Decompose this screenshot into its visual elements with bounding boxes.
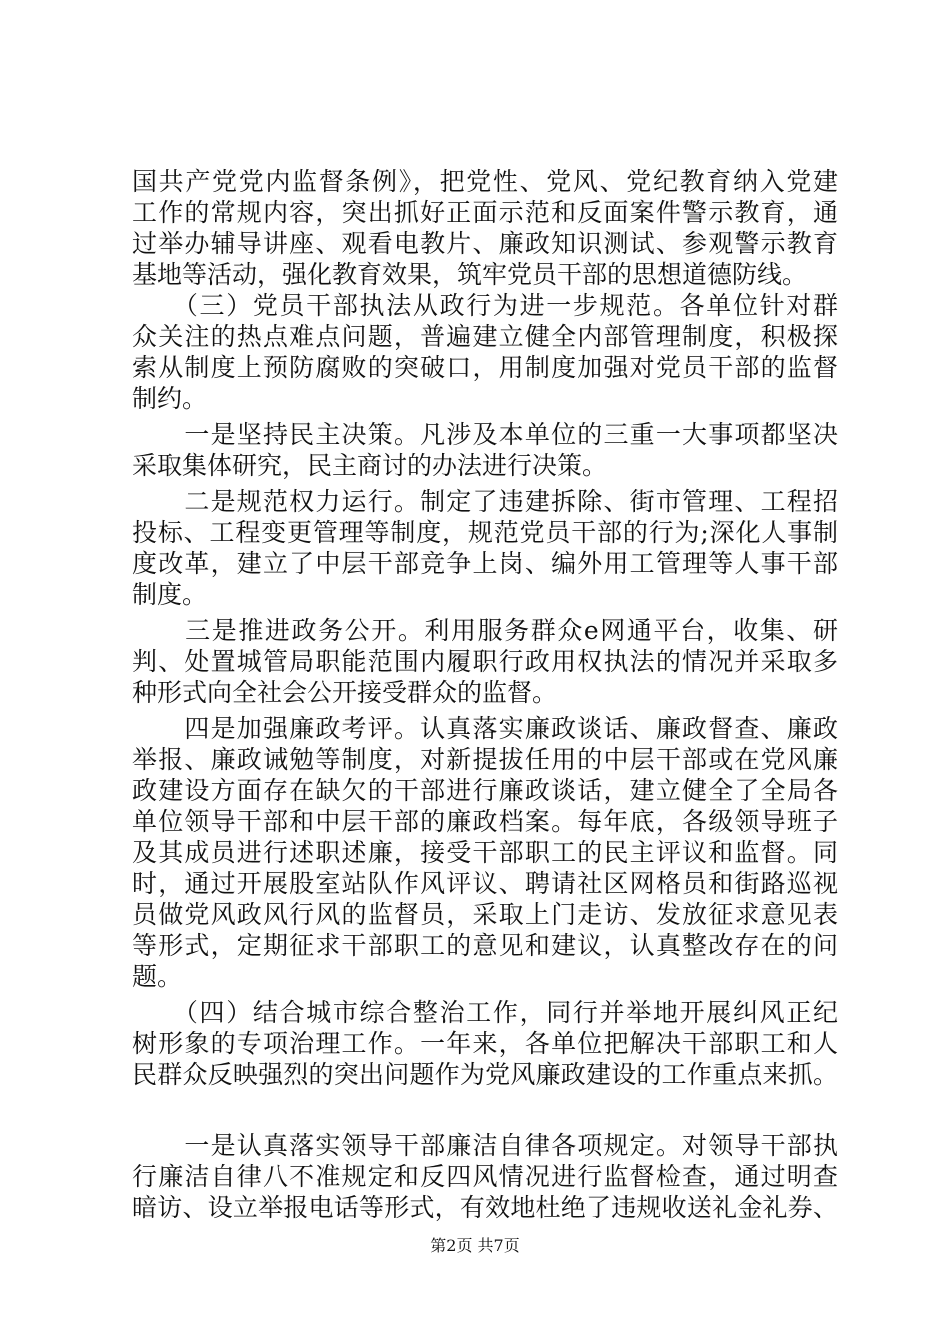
text-line: 等形式，定期征求干部职工的意见和建议，认真整改存在的问 [132,931,838,960]
text-line: 制约。 [132,384,208,413]
text-line: 采取集体研究，民主商讨的办法进行决策。 [132,451,608,480]
text-line: 投标、工程变更管理等制度，规范党员干部的行为;深化人事制 [132,518,838,547]
text-line: 政建设方面存在缺欠的干部进行廉政谈话，建立健全了全局各 [132,776,838,805]
text-line: （三）党员干部执法从政行为进一步规范。各单位针对群 [132,291,838,320]
text-line: （四）结合城市综合整治工作，同行并举地开展纠风正纪 [132,998,838,1027]
text-line: 众关注的热点难点问题，普遍建立健全内部管理制度，积极探 [132,322,838,351]
text-line: 国共产党党内监督条例》，把党性、党风、党纪教育纳入党建 [132,167,838,196]
text-line: 员做党风政风行风的监督员，采取上门走访、发放征求意见表 [132,900,838,929]
text-line: 二是规范权力运行。制定了违建拆除、街市管理、工程招 [132,487,838,516]
text-line: 度改革，建立了中层干部竞争上岗、编外用工管理等人事干部 [132,549,838,578]
text-line: 一是坚持民主决策。凡涉及本单位的三重一大事项都坚决 [132,420,838,449]
text-line: 判、处置城管局职能范围内履职行政用权执法的情况并采取多 [132,647,838,676]
text-line: 单位领导干部和中层干部的廉政档案。每年底，各级领导班子 [132,807,838,836]
paragraph-spacer [132,1090,838,1130]
text-line: 工作的常规内容，突出抓好正面示范和反面案件警示教育，通 [132,198,838,227]
text-line: 题。 [132,962,183,991]
text-line: 树形象的专项治理工作。一年来，各单位把解决干部职工和人 [132,1029,838,1058]
text-line: 行廉洁自律八不准规定和反四风情况进行监督检查，通过明查 [132,1162,838,1191]
text-line: 种形式向全社会公开接受群众的监督。 [132,678,558,707]
text-line: 及其成员进行述职述廉，接受干部职工的民主评议和监督。同 [132,838,838,867]
document-body [132,166,838,1223]
text-line: 索从制度上预防腐败的突破口，用制度加强对党员干部的监督 [132,353,838,382]
text-line: 制度。 [132,580,208,609]
text-line: 时，通过开展股室站队作风评议、聘请社区网格员和街路巡视 [132,869,838,898]
page-footer: 第2页 共7页 [430,1236,520,1255]
text-line: 过举办辅导讲座、观看电教片、廉政知识测试、参观警示教育 [132,229,838,258]
text-line: 民群众反映强烈的突出问题作为党风廉政建设的工作重点来抓。 [132,1060,838,1089]
text-line: 四是加强廉政考评。认真落实廉政谈话、廉政督查、廉政 [132,714,838,743]
text-line: 三是推进政务公开。利用服务群众e网通平台，收集、研 [132,616,838,645]
text-line: 暗访、设立举报电话等形式，有效地杜绝了违规收送礼金礼券、 [132,1193,838,1222]
text-line: 一是认真落实领导干部廉洁自律各项规定。对领导干部执 [132,1131,838,1160]
text-line: 举报、廉政诫勉等制度，对新提拔任用的中层干部或在党风廉 [132,745,838,774]
text-line: 基地等活动，强化教育效果，筑牢党员干部的思想道德防线。 [132,260,808,289]
